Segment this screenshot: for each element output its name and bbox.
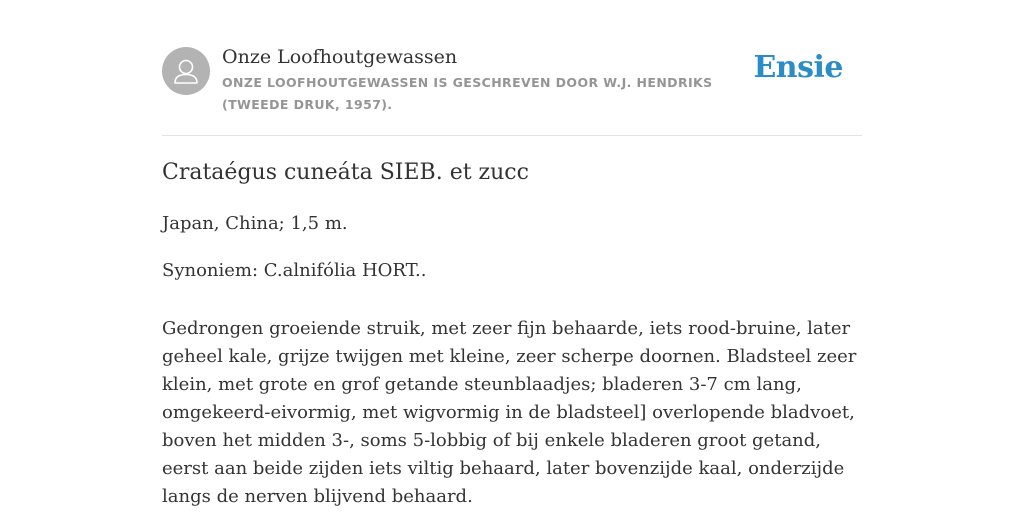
article-paragraph-synonym: Synoniem: C.alnifólia HORT.. — [162, 260, 427, 281]
book-title[interactable]: Onze Loofhoutgewassen — [222, 46, 458, 68]
ensie-logo[interactable]: Ensie — [753, 50, 843, 85]
book-description: ONZE LOOFHOUTGEWASSEN IS GESCHREVEN DOOR W.J. HENDRIKS (TWEEDE DRUK, 1957). — [222, 75, 713, 112]
page-container — [162, 0, 862, 507]
user-avatar-icon[interactable] — [162, 47, 210, 95]
article-paragraph-description: Gedrongen groeiende struik, met zeer fijn behaarde, iets rood-bruine, later geheel kale, grijze twijgen met kleine, zeer scherpe doornen. Bladsteel zeer klein, met grote en grof getande steunblaadjes; bladeren 3-7 cm lang, omgekeerd-eivormig, met wigvormig in de bladsteel] overlopende bladvoet, boven het midden 3-, soms 5-lobbig of bij enkele bladeren groot getand, eerst aan beide zijden iets viltig behaard, later bovenzijde kaal, onderzijde langs de nerven blijvend behaard. — [162, 318, 857, 507]
article-paragraph-origin: Japan, China; 1,5 m. — [162, 213, 348, 234]
article-title: Crataégus cuneáta SIEB. et zucc — [162, 160, 529, 185]
book-header — [162, 0, 862, 136]
